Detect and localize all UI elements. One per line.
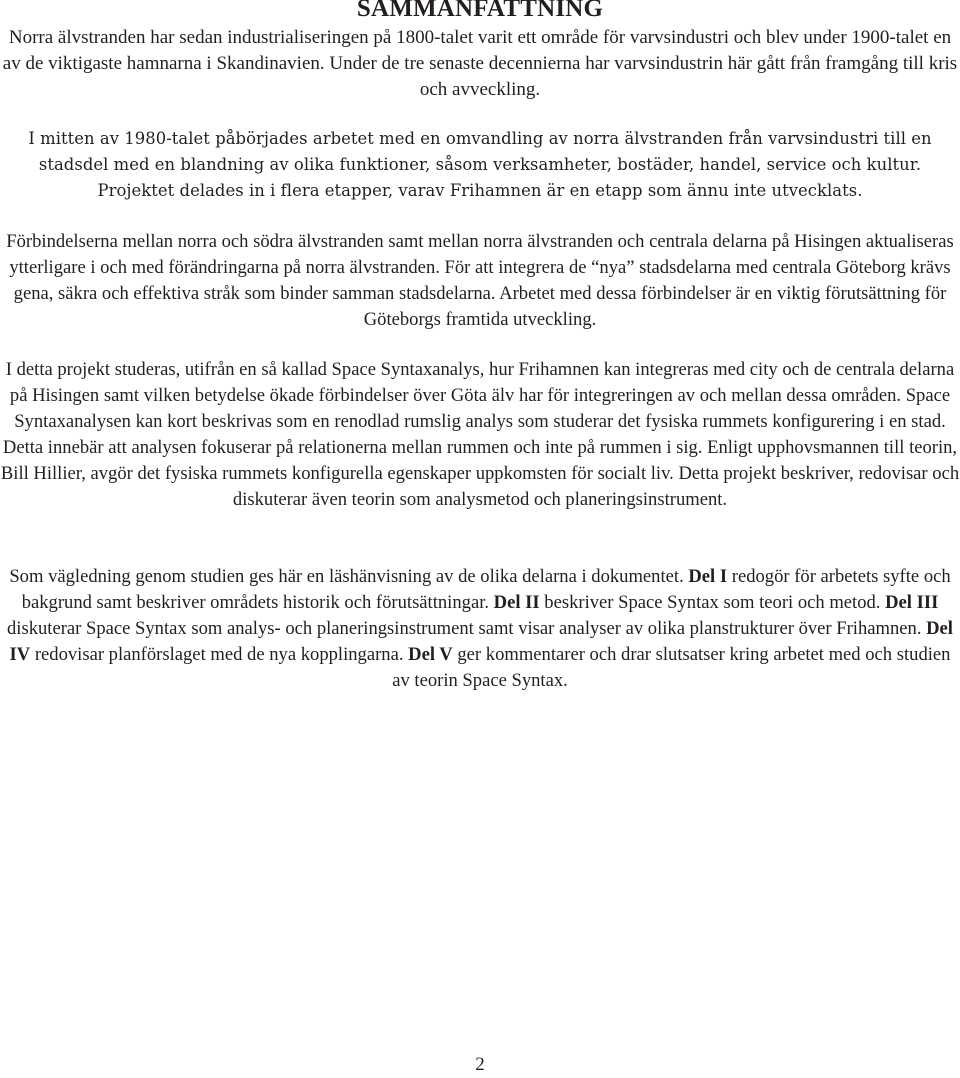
del-5-text: ger kommentarer och drar slutsatser kring arbetet med och studien av teorin Space Syntax. — [392, 644, 951, 691]
summary-paragraph-4: I detta projekt studeras, utifrån en så kallad Space Syntaxanalys, hur Frihamnen kan integreras med city och de centrala delarna på Hisingen samt vilken betydelse ökade förbindelser över Göta älv har för integreringen av och mellan dessa områden. Space Syntaxanalysen kan kort beskrivas som en renodlad rumslig analys som studerar det fysiska rummets konfigurering i en stad. Detta innebär att analysen fokuserar på relationerna mellan rummen och inte på rummen i sig. Enligt upphovsmannen till teorin, Bill Hillier, avgör det fysiska rummets konfigurella egenskaper uppkomsten för socialt liv. Detta projekt beskriver, redovisar och diskuterar även teorin som analysmetod och planeringsinstrument. — [0, 359, 960, 510]
reading-guide-intro: Som vägledning genom studien ges här en läshänvisning av de olika delarna i dokumentet. — [9, 566, 689, 587]
del-4-text: redovisar planförslaget med de nya kopplingarna. — [30, 644, 409, 665]
del-2-label: Del II — [493, 592, 540, 613]
summary-paragraph-2: I mitten av 1980-talet påbörjades arbetet med en omvandling av norra älvstranden från varvsindustri till en stadsdel med en blandning av olika funktioner, såsom verksamheter, bostäder, handel, service och kultur. Projektet delades in i flera etapper, varav Frihamnen är en etapp som ännu inte utvecklats. — [28, 129, 932, 200]
del-5-label: Del V — [408, 644, 453, 665]
page-title: SAMMANFATTNING — [356, 0, 604, 22]
summary-paragraph-3: Förbindelserna mellan norra och södra älvstranden samt mellan norra älvstranden och centrala delarna på Hisingen aktualiseras ytterligare i och med förändringarna på norra älvstranden. För att integrera de “nya” stadsdelarna med centrala Göteborg krävs gena, säkra och effektiva stråk som binder samman stadsdelarna. Arbetet med dessa förbindelser är en viktig förutsättning för Göteborgs framtida utveckling. — [6, 231, 954, 330]
reading-guide-paragraph — [0, 564, 960, 694]
del-3-label: Del III — [885, 592, 939, 613]
del-4-label: Del IV — [9, 618, 953, 665]
del-1-label: Del I — [688, 566, 728, 587]
del-2-text: beskriver Space Syntax som teori och metod. — [539, 592, 886, 613]
page-number: 2 — [475, 1054, 485, 1075]
summary-paragraph-1: Norra älvstranden har sedan industrialiseringen på 1800-talet varit ett område för varvsindustri och blev under 1900-talet en av de viktigaste hamnarna i Skandinavien. Under de tre senaste decennierna har varvsindustrin här gått från framgång till kris och avveckling. — [2, 27, 958, 100]
del-3-text: diskuterar Space Syntax som analys- och planeringsinstrument samt visar analyser av olika planstrukturer över Frihamnen. — [7, 618, 927, 639]
del-1-text: redogör för arbetets syfte och bakgrund samt beskriver områdets historik och förutsättningar. — [21, 566, 951, 613]
